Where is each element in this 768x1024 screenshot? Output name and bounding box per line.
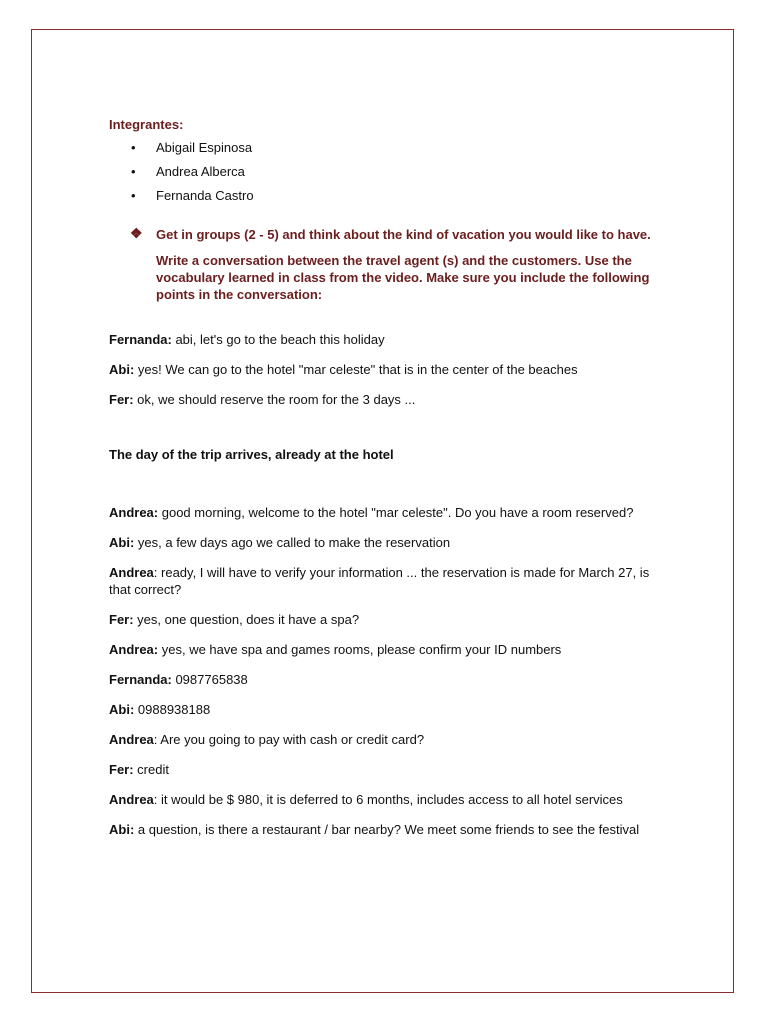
dialogue-text: a question, is there a restaurant / bar nearby? We meet some friends to see the festival — [134, 822, 640, 837]
speaker-name: Fer: — [109, 612, 134, 627]
member-item — [109, 163, 669, 180]
bullet-icon: • — [131, 140, 136, 155]
dialogue-text: good morning, welcome to the hotel "mar celeste". Do you have a room reserved? — [158, 505, 634, 520]
dialogue-text: credit — [133, 762, 169, 777]
dialogue-text: : Are you going to pay with cash or credit card? — [153, 732, 425, 747]
speaker-name: Fernanda: — [109, 332, 172, 347]
dialogue-line — [109, 731, 669, 748]
dialogue-line — [109, 671, 669, 688]
dialogue-line — [109, 564, 669, 598]
dialogue-line — [109, 611, 669, 628]
speaker-name: Abi: — [109, 362, 135, 377]
dialogue-part-1 — [109, 331, 669, 408]
member-name: Abigail Espinosa — [156, 140, 253, 155]
speaker-name: Abi: — [109, 702, 135, 717]
member-list — [109, 139, 669, 204]
dialogue-line — [109, 534, 669, 551]
dialogue-line — [109, 641, 669, 658]
bullet-icon: • — [131, 188, 136, 203]
dialogue-text: abi, let's go to the beach this holiday — [171, 332, 385, 347]
speaker-name: Abi: — [109, 822, 135, 837]
scene-heading: The day of the trip arrives, already at the hotel — [109, 447, 394, 462]
dialogue-part-2 — [109, 504, 669, 838]
speaker-name: Fer: — [109, 762, 134, 777]
member-name: Fernanda Castro — [156, 188, 254, 203]
bullet-icon: • — [131, 164, 136, 179]
dialogue-line — [109, 701, 669, 718]
member-name: Andrea Alberca — [156, 164, 245, 179]
speaker-name: Andrea — [109, 792, 154, 807]
speaker-name: Fer: — [109, 392, 134, 407]
dialogue-line — [109, 761, 669, 778]
dialogue-text: 0987765838 — [171, 672, 248, 687]
dialogue-text: yes, one question, does it have a spa? — [133, 612, 360, 627]
speaker-name: Abi: — [109, 535, 135, 550]
dialogue-text: : it would be $ 980, it is deferred to 6 months, includes access to all hotel services — [153, 792, 623, 807]
dialogue-line — [109, 504, 669, 521]
speaker-name: Andrea — [109, 732, 154, 747]
member-item — [109, 187, 669, 204]
dialogue-line — [109, 331, 669, 348]
diamond-bullet-icon: ❖ — [130, 225, 143, 241]
speaker-name: Andrea — [109, 565, 154, 580]
member-item — [109, 139, 669, 156]
dialogue-line — [109, 391, 669, 408]
speaker-name: Fernanda: — [109, 672, 172, 687]
dialogue-text: 0988938188 — [134, 702, 211, 717]
task-paragraph-2: Write a conversation between the travel agent (s) and the customers. Use the vocabulary learned in class from the video. Make sure you include the following points in the conversation: — [156, 253, 650, 302]
task-paragraph-1: Get in groups (2 - 5) and think about the kind of vacation you would like to have. — [156, 227, 651, 242]
dialogue-text: : ready, I will have to verify your information ... the reservation is made for March 27, is that correct? — [109, 565, 650, 597]
dialogue-line — [109, 821, 669, 838]
document-content — [109, 116, 669, 851]
dialogue-text: ok, we should reserve the room for the 3 days ... — [133, 392, 416, 407]
dialogue-line — [109, 361, 669, 378]
dialogue-text: yes! We can go to the hotel "mar celeste" that is in the center of the beaches — [134, 362, 578, 377]
dialogue-text: yes, a few days ago we called to make the reservation — [134, 535, 451, 550]
integrantes-heading: Integrantes: — [109, 117, 184, 132]
dialogue-text: yes, we have spa and games rooms, please confirm your ID numbers — [158, 642, 562, 657]
speaker-name: Andrea: — [109, 642, 159, 657]
speaker-name: Andrea: — [109, 505, 159, 520]
dialogue-line — [109, 791, 669, 808]
task-instructions — [109, 226, 669, 303]
